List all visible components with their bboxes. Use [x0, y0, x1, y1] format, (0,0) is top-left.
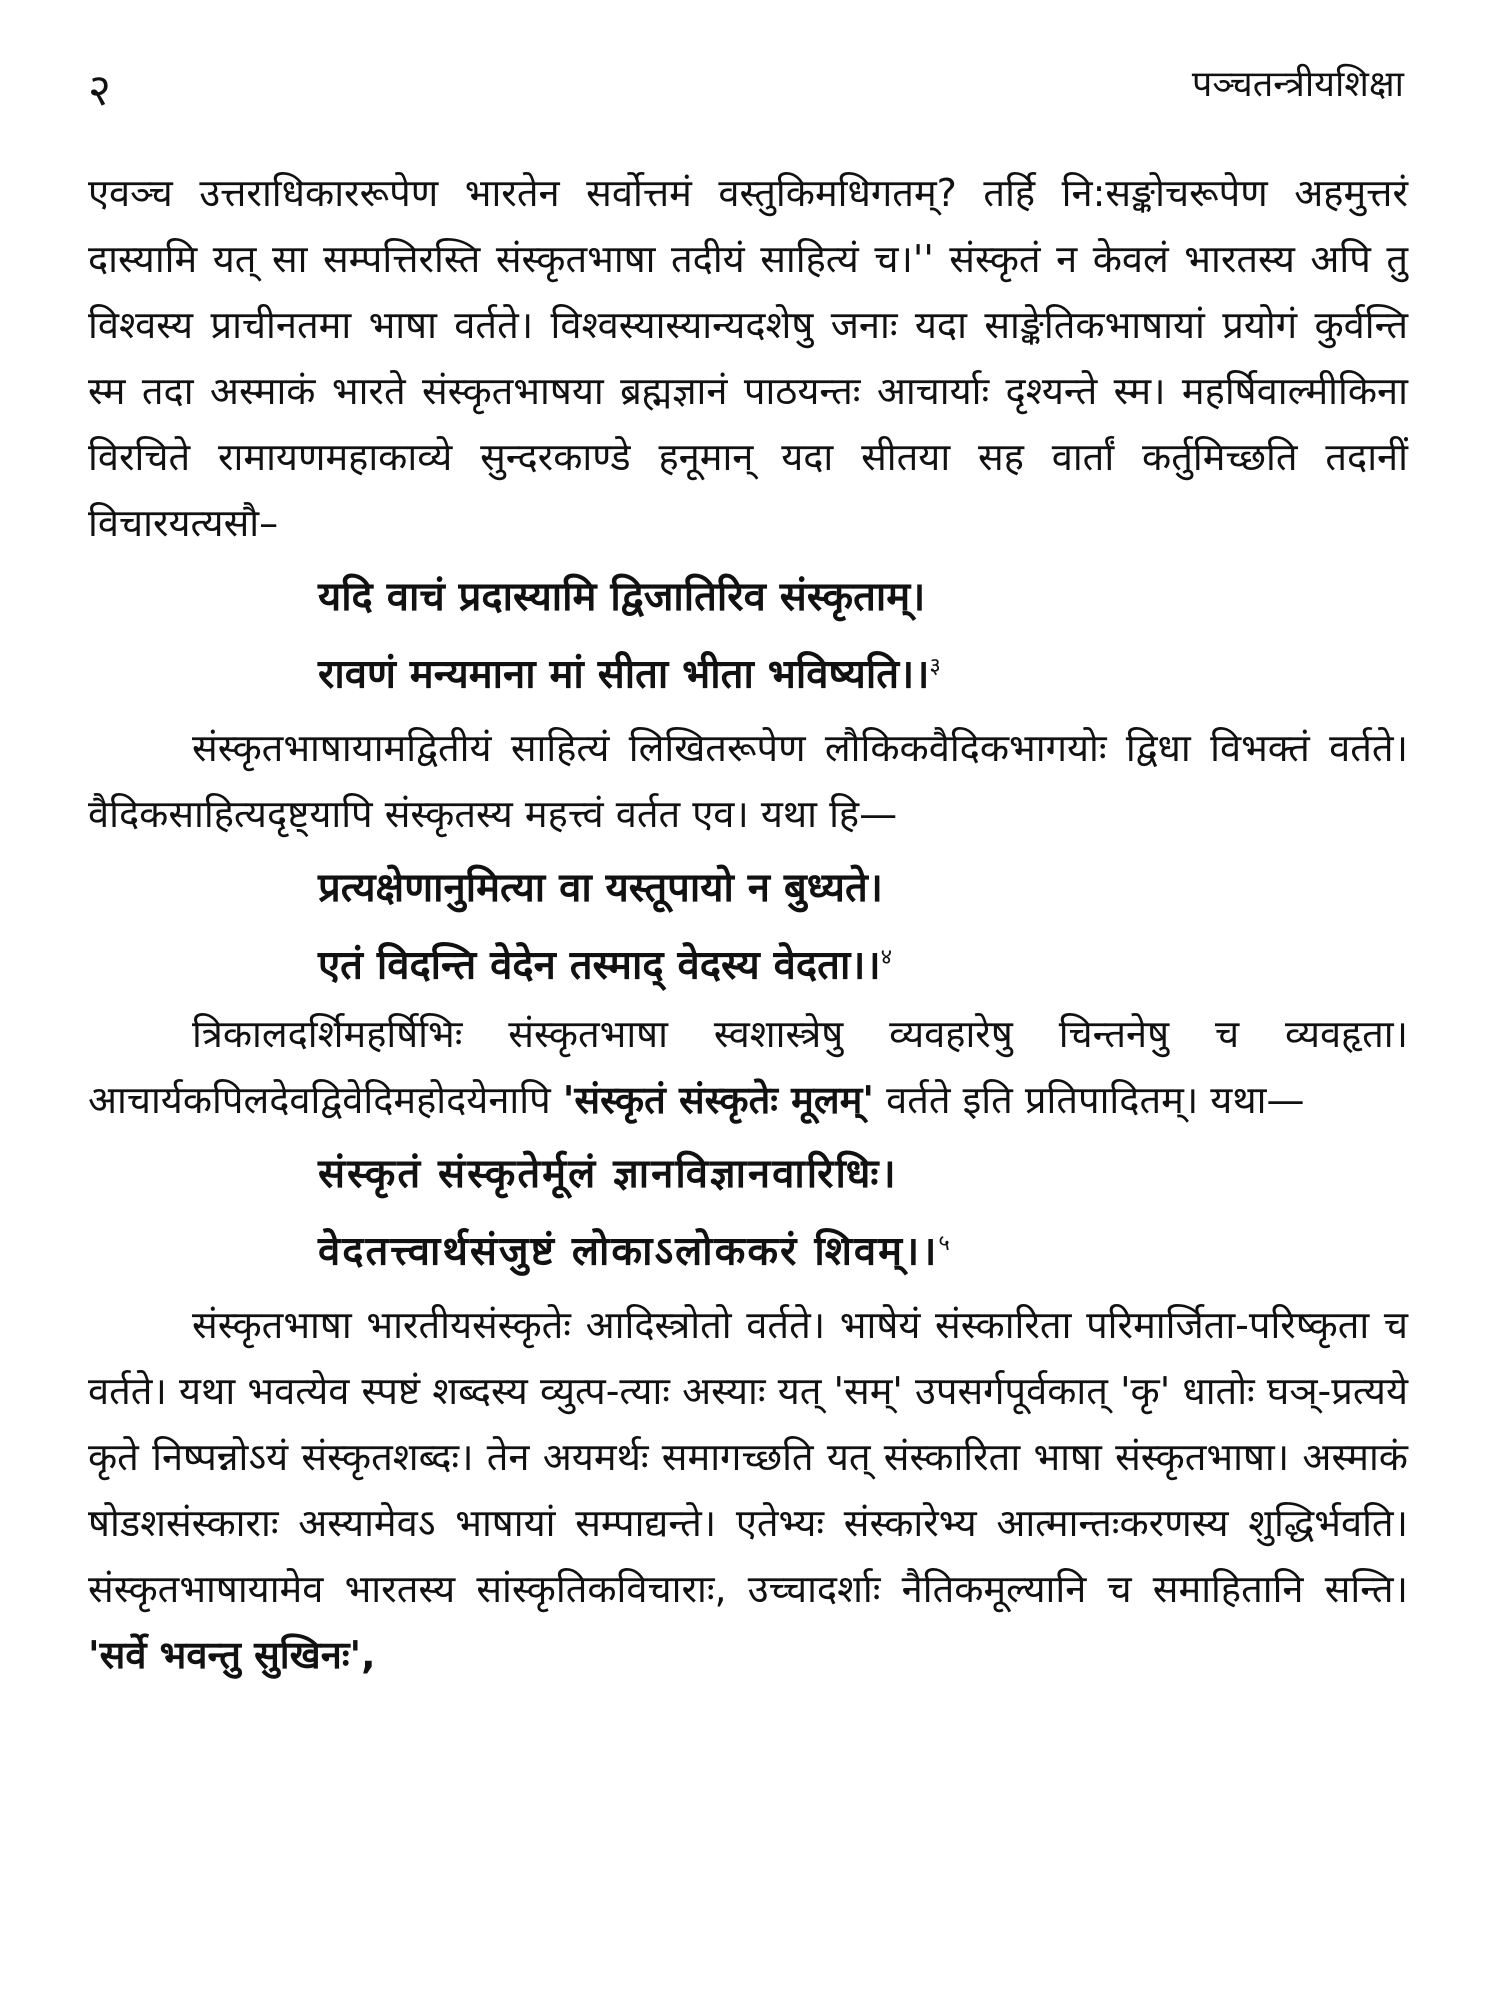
paragraph-1: एवञ्च उत्तराधिकाररूपेण भारतेन सर्वोत्तमं वस्तुकिमधिगतम्? तर्हि नि:सङ्कोचरूपेण अहमुत्तरं दास्यामि यत् सा सम्पत्तिरस्ति संस्कृतभाषा तदीयं साहित्यं च।'' संस्कृतं न केवलं भारतस्य अपि तु विश्वस्य प्राचीनतमा भाषा वर्तते। विश्वस्यास्यान्यदशेषु जनाः यदा साङ्केतिकभाषायां प्रयोगं कुर्वन्ति स्म तदा अस्माकं भारते संस्कृतभाषया ब्रह्मज्ञानं पाठयन्तः आचार्याः दृश्यन्ते स्म। महर्षिवाल्मीकिना विरचिते रामायणमहाकाव्ये सुन्दरकाण्डे हनूमान् यदा सीतया सह वार्तां कर्तुमिच्छति तदानीं विचारयत्यसौ– [88, 171, 1408, 545]
paragraph-2: संस्कृतभाषायामद्वितीयं साहित्यं लिखितरूपेण लौकिकवैदिकभागयोः द्विधा विभक्तं वर्तते। वैदिकसाहित्यदृष्ट्यापि संस्कृतस्य महत्त्वं वर्तत एव। यथा हि— [88, 726, 1408, 837]
verse-1-line-2 [88, 632, 1408, 709]
verse-3-line-2 [88, 1209, 1408, 1286]
footnote-marker-5: ५ [938, 1230, 952, 1256]
quote-sarve-bhavantu: 'सर्वे भवन्तु सुखिनः', [88, 1632, 376, 1677]
verse-3-line-1: संस्कृतं संस्कृतेर्मूलं ज्ञानविज्ञानवारिधिः। [318, 1150, 898, 1197]
verse-1-line-2-text: रावणं मन्यमाना मां सीता भीता भविष्यति।। [318, 651, 930, 698]
verse-2-line-2 [88, 923, 1408, 1000]
paragraph-3-text-a: त्रिकालदर्शिमहर्षिभिः संस्कृतभाषा स्वशास्त्रेषु व्यवहारेषु चिन्तनेषु च व्यवहृता। आचार्यकपिलदेवद्विवेदिमहोदयेनापि [88, 1011, 1408, 1122]
paragraph-4 [88, 1292, 1408, 1688]
verse-3-line-2-text: वेदतत्त्वार्थसंजुष्टं लोकाऽलोककरं शिवम्।। [318, 1227, 939, 1274]
page-number: २ [88, 65, 111, 116]
page-header [88, 58, 1404, 118]
paragraph-3-text-b: वर्तते इति प्रतिपादितम्। यथा— [874, 1077, 1305, 1122]
verse-1-line-1: यदि वाचं प्रदास्यामि द्विजातिरिव संस्कृताम्। [318, 574, 926, 620]
quote-sanskritam-mulam: 'संस्कृतं संस्कृतेः मूलम्' [562, 1077, 875, 1122]
footnote-marker-3: ३ [929, 654, 941, 679]
paragraph-3 [88, 1001, 1408, 1133]
verse-2-line-1: प्रत्यक्षेणानुमित्या वा यस्तूपायो न बुध्यते। [318, 865, 883, 912]
footnote-marker-4: ४ [880, 945, 893, 971]
paragraph-4-text: संस्कृतभाषा भारतीयसंस्कृतेः आदिस्त्रोतो वर्तते। भाषेयं संस्कारिता परिमार्जिता-परिष्कृता च वर्तते। यथा भवत्येव स्पष्टं शब्दस्य व्युत्प-त्याः अस्याः यत् 'सम्' उपसर्गपूर्वकात् 'कृ' धातोः घञ्-प्रत्यये कृते निष्पन्नोऽयं संस्कृतशब्दः। तेन अयमर्थः समागच्छति यत् संस्कारिता भाषा संस्कृतभाषा। अस्माकं षोडशसंस्काराः अस्यामेवऽ भाषायां सम्पाद्यन्ते। एतेभ्यः संस्कारेभ्य आत्मान्तःकरणस्य शुद्धिर्भवति। संस्कृतभाषायामेव भारतस्य सांस्कृतिकविचाराः, उच्चादर्शाः नैतिकमूल्यानि च समाहितानि सन्ति। [88, 1302, 1408, 1611]
page-body [88, 160, 1408, 1688]
verse-2-line-2-text: एतं विदन्ति वेदेन तस्माद् वेदस्य वेदता।। [318, 942, 881, 989]
running-title: पञ्चतन्त्रीयशिक्षा [1191, 64, 1404, 105]
